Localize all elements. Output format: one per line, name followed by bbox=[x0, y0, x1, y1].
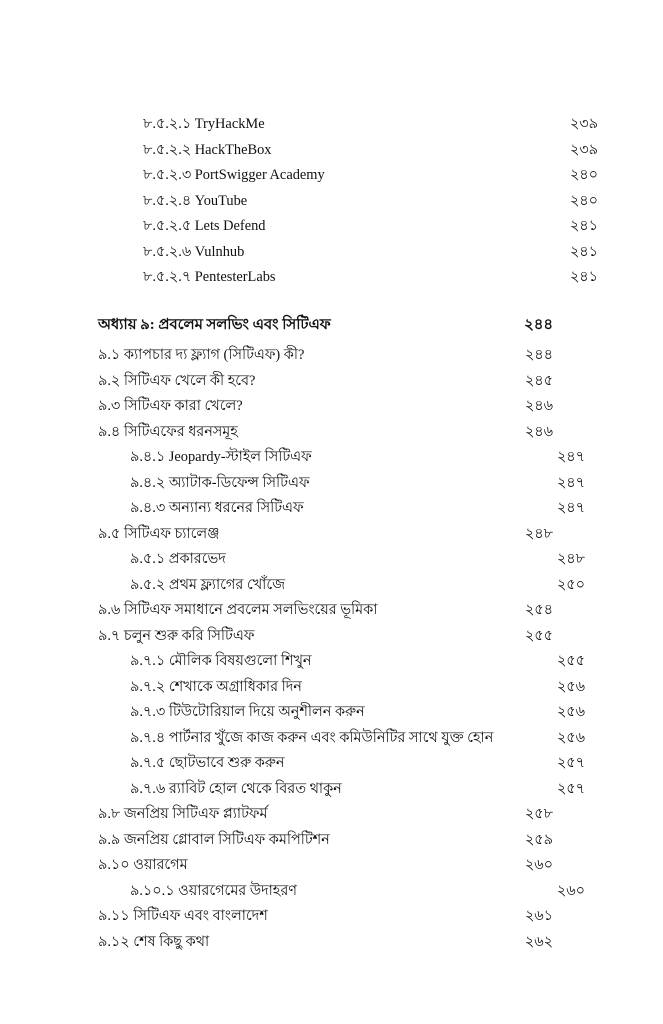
toc-entry-label: ৯.৭.৬ র‍্যাবিট হোল থেকে বিরত থাকুন bbox=[130, 780, 342, 797]
toc-entry-page-number: ২৪৭ bbox=[556, 474, 585, 491]
toc-entry-row[interactable] bbox=[98, 930, 553, 956]
toc-entry-row[interactable] bbox=[98, 163, 598, 189]
toc-entry-page-number: ২৪৮ bbox=[524, 525, 553, 542]
toc-entry-row[interactable] bbox=[98, 573, 585, 599]
toc-entry-row[interactable] bbox=[98, 265, 598, 291]
toc-entry-page-number: ২৫৭ bbox=[556, 755, 585, 771]
toc-entry-row[interactable] bbox=[98, 369, 553, 395]
toc-entry-page-number: ২৪৪ bbox=[524, 316, 553, 333]
toc-entry-row[interactable] bbox=[98, 649, 585, 675]
toc-entry-page-number: ২৫৮ bbox=[524, 806, 553, 822]
toc-entry-page-number: ২৬১ bbox=[524, 908, 553, 924]
toc-entry-row[interactable] bbox=[98, 624, 553, 650]
toc-entry-row[interactable] bbox=[98, 496, 585, 522]
toc-entry-label: ৯.৭.১ মৌলিক বিষয়গুলো শিখুন bbox=[130, 653, 312, 669]
toc-entry-page-number: ২৫০ bbox=[556, 576, 585, 593]
toc-entry-label: ৮.৫.২.৬ Vulnhub bbox=[143, 243, 245, 260]
toc-entry-label: ৯.৪.৩ অন্যান্য ধরনের সিটিএফ bbox=[130, 500, 304, 516]
toc-entry-row[interactable] bbox=[98, 853, 553, 879]
toc-entry-page-number: ২৪৮ bbox=[556, 551, 585, 567]
toc-entry-label: ৯.৫.১ প্রকারভেদ bbox=[130, 551, 226, 567]
toc-entry-label: ৯.৬ সিটিএফ সমাধানে প্রবলেম সলভিংয়ের ভূমিকা bbox=[98, 602, 378, 618]
toc-entry-page-number: ২৪৬ bbox=[524, 423, 553, 440]
toc-entry-label: ৯.১২ শেষ কিছু কথা bbox=[98, 933, 210, 950]
toc-entry-label: ৯.৭.৪ পার্টনার খুঁজে কাজ করুন এবং কমিউনিটির সাথে যুক্ত হোন bbox=[130, 729, 494, 746]
toc-entry-row[interactable] bbox=[98, 522, 553, 548]
toc-chapter-row[interactable] bbox=[98, 313, 553, 339]
toc-entry-page-number: ২৫৫ bbox=[524, 627, 553, 644]
toc-entry-row[interactable] bbox=[98, 138, 598, 164]
toc-entry-row[interactable] bbox=[98, 394, 553, 420]
toc-entry-row[interactable] bbox=[98, 675, 585, 701]
toc-entry-label: ৯.৩ সিটিএফ কারা খেলে? bbox=[98, 398, 243, 414]
toc-entry-row[interactable] bbox=[98, 751, 585, 777]
toc-entry-page-number: ২৪০ bbox=[569, 167, 598, 183]
toc-entry-row[interactable] bbox=[98, 445, 585, 471]
toc-entry-page-number: ২৪০ bbox=[569, 192, 598, 209]
toc-entry-label: ৮.৫.২.৪ YouTube bbox=[143, 192, 248, 209]
toc-entry-page-number: ২৫৬ bbox=[556, 704, 585, 720]
toc-entry-row[interactable] bbox=[98, 700, 585, 726]
toc-entry-label: ৯.৮ জনপ্রিয় সিটিএফ প্ল্যাটফর্ম bbox=[98, 806, 268, 822]
toc-entry-label: ৮.৫.২.১ TryHackMe bbox=[143, 116, 265, 132]
toc-entry-label: ৯.৪ সিটিএফের ধরনসমূহ bbox=[98, 423, 238, 440]
toc-entry-label: ৯.১১ সিটিএফ এবং বাংলাদেশ bbox=[98, 908, 268, 924]
toc-entry-page-number: ২৪৭ bbox=[556, 449, 585, 465]
toc-entry-row[interactable] bbox=[98, 598, 553, 624]
toc-entry-page-number: ২৬০ bbox=[524, 857, 553, 873]
toc-entry-label: ৮.৫.২.২ HackTheBox bbox=[143, 141, 272, 158]
toc-entry-page-number: ২৫৪ bbox=[524, 602, 553, 618]
toc-entry-label: ৯.৪.২ অ্যাটাক-ডিফেন্স সিটিএফ bbox=[130, 474, 310, 491]
toc-entry-row[interactable] bbox=[98, 777, 585, 803]
toc-entry-row[interactable] bbox=[98, 112, 598, 138]
toc-entry-row[interactable] bbox=[98, 471, 585, 497]
toc-entry-label: ৮.৫.২.৩ PortSwigger Academy bbox=[143, 167, 325, 183]
toc-entry-label: ৮.৫.২.৫ Lets Defend bbox=[143, 218, 266, 234]
toc-entry-page-number: ২৩৯ bbox=[569, 141, 598, 158]
toc-entry-page-number: ২৫৯ bbox=[524, 831, 553, 848]
toc-entry-label: ৯.৭.৩ টিউটোরিয়াল দিয়ে অনুশীলন করুন bbox=[130, 704, 365, 720]
toc-entry-row[interactable] bbox=[98, 343, 553, 369]
toc-entry-label: ৯.১০.১ ওয়ারগেমের উদাহরণ bbox=[130, 882, 297, 899]
toc-entry-row[interactable] bbox=[98, 547, 585, 573]
toc-entry-page-number: ২৪৭ bbox=[556, 500, 585, 516]
toc-entry-page-number: ২৪৫ bbox=[524, 372, 553, 389]
toc-entry-label: ৮.৫.২.৭ PentesterLabs bbox=[143, 269, 276, 285]
toc-entry-label: ৯.৪.১ Jeopardy-স্টাইল সিটিএফ bbox=[130, 449, 312, 465]
toc-entry-page-number: ২৪৪ bbox=[524, 347, 553, 363]
toc-entry-label: ৯.২ সিটিএফ খেলে কী হবে? bbox=[98, 372, 256, 389]
toc-entry-page-number: ২৫৬ bbox=[556, 729, 585, 746]
toc-entry-label: ৯.১০ ওয়ারগেম bbox=[98, 857, 188, 873]
toc-entry-label: ৯.৫ সিটিএফ চ্যালেঞ্জ bbox=[98, 525, 220, 542]
table-of-contents bbox=[98, 112, 598, 955]
toc-entry-label: ৯.৭.৫ ছোটভাবে শুরু করুন bbox=[130, 755, 285, 771]
toc-entry-page-number: ২৫৬ bbox=[556, 678, 585, 695]
toc-entry-row[interactable] bbox=[98, 214, 598, 240]
toc-entry-row[interactable] bbox=[98, 904, 553, 930]
toc-entry-row[interactable] bbox=[98, 726, 585, 752]
toc-entry-label: ৯.৭ চলুন শুরু করি সিটিএফ bbox=[98, 627, 255, 644]
toc-entry-label: ৯.১ ক্যাপচার দ্য ফ্ল্যাগ (সিটিএফ) কী? bbox=[98, 347, 305, 363]
toc-entry-row[interactable] bbox=[98, 879, 585, 905]
toc-entry-page-number: ২৪১ bbox=[569, 269, 598, 285]
toc-entry-page-number: ২৫৭ bbox=[556, 780, 585, 797]
toc-entry-page-number: ২৪১ bbox=[569, 218, 598, 234]
toc-entry-label: অধ্যায় ৯: প্রবলেম সলভিং এবং সিটিএফ bbox=[98, 316, 331, 333]
toc-entry-row[interactable] bbox=[98, 240, 598, 266]
toc-entry-row[interactable] bbox=[98, 189, 598, 215]
toc-entry-page-number: ২৪১ bbox=[569, 243, 598, 260]
toc-entry-row[interactable] bbox=[98, 420, 553, 446]
toc-entry-page-number: ২৬০ bbox=[556, 882, 585, 899]
toc-entry-page-number: ২৫৫ bbox=[556, 653, 585, 669]
toc-entry-label: ৯.৭.২ শেখাকে অগ্রাধিকার দিন bbox=[130, 678, 302, 695]
toc-entry-label: ৯.৫.২ প্রথম ফ্ল্যাগের খোঁজে bbox=[130, 576, 285, 593]
toc-entry-label: ৯.৯ জনপ্রিয় গ্লোবাল সিটিএফ কমপিটিশন bbox=[98, 831, 330, 848]
toc-entry-row[interactable] bbox=[98, 828, 553, 854]
toc-entry-page-number: ২৩৯ bbox=[569, 116, 598, 132]
toc-entry-page-number: ২৬২ bbox=[524, 933, 553, 950]
toc-entry-row[interactable] bbox=[98, 802, 553, 828]
toc-entry-page-number: ২৪৬ bbox=[524, 398, 553, 414]
